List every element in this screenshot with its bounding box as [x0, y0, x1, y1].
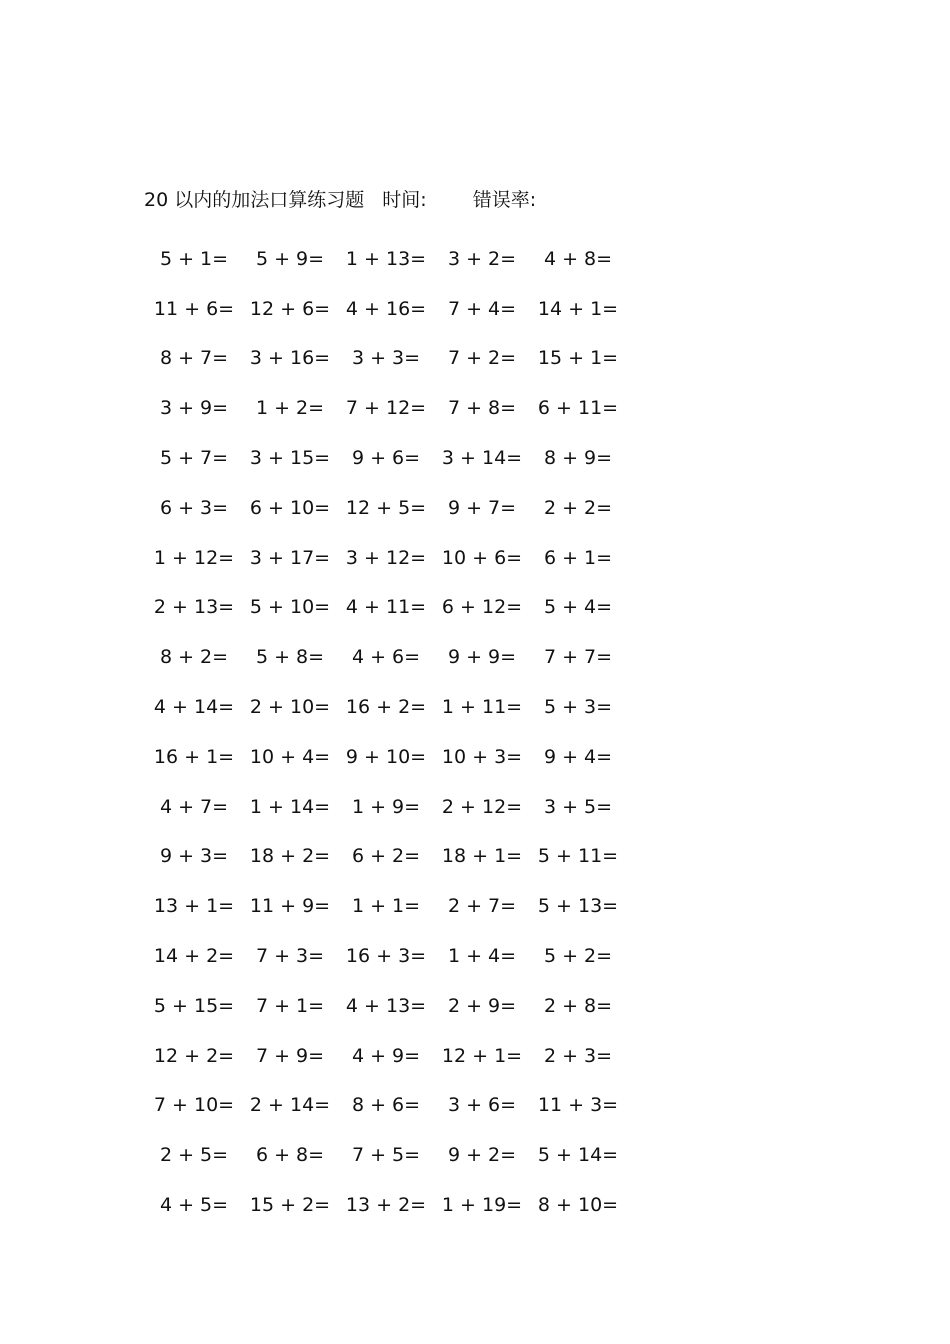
problem-cell: 12 + 2=: [153, 1044, 235, 1067]
problem-cell: 5 + 7=: [159, 447, 229, 470]
problem-cell: 5 + 2=: [543, 945, 613, 968]
problem-cell: 6 + 11=: [537, 397, 619, 420]
problem-cell: 6 + 10=: [249, 496, 331, 519]
problem-cell: 4 + 7=: [159, 795, 229, 818]
problem-cell: 3 + 3=: [351, 347, 421, 370]
problem-cell: 4 + 8=: [543, 247, 613, 270]
problem-cell: 2 + 14=: [249, 1094, 331, 1117]
problem-cell: 2 + 10=: [249, 696, 331, 719]
problem-cell: 14 + 1=: [537, 297, 619, 320]
problem-row: [146, 682, 626, 732]
problem-cell: 7 + 3=: [255, 945, 325, 968]
problem-cell: 2 + 5=: [159, 1144, 229, 1167]
time-label: 时间:: [382, 189, 427, 211]
problem-cell: 9 + 9=: [447, 646, 517, 669]
problem-row: [146, 931, 626, 981]
problem-cell: 4 + 6=: [351, 646, 421, 669]
problem-cell: 16 + 3=: [345, 945, 427, 968]
problem-cell: 18 + 2=: [249, 845, 331, 868]
problem-cell: 2 + 2=: [543, 496, 613, 519]
problem-cell: 6 + 8=: [255, 1144, 325, 1167]
problem-cell: 10 + 4=: [249, 745, 331, 768]
problem-cell: 7 + 1=: [255, 994, 325, 1017]
problem-cell: 1 + 9=: [351, 795, 421, 818]
problem-cell: 4 + 9=: [351, 1044, 421, 1067]
problem-cell: 9 + 2=: [447, 1144, 517, 1167]
problem-cell: 2 + 3=: [543, 1044, 613, 1067]
problem-row: [146, 881, 626, 931]
problem-cell: 9 + 4=: [543, 745, 613, 768]
problem-cell: 8 + 9=: [543, 447, 613, 470]
problem-row: [146, 1081, 626, 1131]
problem-cell: 9 + 10=: [345, 745, 427, 768]
problem-cell: 6 + 1=: [543, 546, 613, 569]
problem-cell: 5 + 11=: [537, 845, 619, 868]
problem-cell: 16 + 1=: [153, 745, 235, 768]
problem-cell: 1 + 12=: [153, 546, 235, 569]
error-rate-label: 错误率:: [472, 189, 537, 211]
problem-cell: 2 + 7=: [447, 895, 517, 918]
problem-cell: 2 + 12=: [441, 795, 523, 818]
problem-cell: 10 + 6=: [441, 546, 523, 569]
problem-row: [146, 832, 626, 882]
problem-row: [146, 583, 626, 633]
problem-cell: 3 + 16=: [249, 347, 331, 370]
problem-cell: 11 + 3=: [537, 1094, 619, 1117]
problem-cell: 5 + 13=: [537, 895, 619, 918]
problem-cell: 5 + 1=: [159, 247, 229, 270]
problem-cell: 1 + 1=: [351, 895, 421, 918]
problem-cell: 16 + 2=: [345, 696, 427, 719]
problem-cell: 11 + 9=: [249, 895, 331, 918]
problem-cell: 3 + 6=: [447, 1094, 517, 1117]
problem-cell: 5 + 8=: [255, 646, 325, 669]
problem-cell: 1 + 19=: [441, 1194, 523, 1217]
problem-row: [146, 234, 626, 284]
problem-cell: 8 + 7=: [159, 347, 229, 370]
problem-cell: 3 + 14=: [441, 447, 523, 470]
problem-cell: 1 + 2=: [255, 397, 325, 420]
problem-cell: 5 + 10=: [249, 596, 331, 619]
problem-row: [146, 433, 626, 483]
problem-cell: 9 + 6=: [351, 447, 421, 470]
problem-row: [146, 782, 626, 832]
problem-cell: 3 + 2=: [447, 247, 517, 270]
problem-cell: 5 + 14=: [537, 1144, 619, 1167]
problem-cell: 5 + 4=: [543, 596, 613, 619]
problem-cell: 8 + 2=: [159, 646, 229, 669]
problem-cell: 7 + 12=: [345, 397, 427, 420]
problem-cell: 6 + 2=: [351, 845, 421, 868]
problem-cell: 9 + 7=: [447, 496, 517, 519]
problem-cell: 7 + 2=: [447, 347, 517, 370]
problem-cell: 4 + 14=: [153, 696, 235, 719]
problem-cell: 12 + 6=: [249, 297, 331, 320]
problem-cell: 13 + 2=: [345, 1194, 427, 1217]
problem-row: [146, 383, 626, 433]
problem-cell: 3 + 9=: [159, 397, 229, 420]
problem-cell: 7 + 5=: [351, 1144, 421, 1167]
problem-row: [146, 1180, 626, 1230]
problem-cell: 5 + 3=: [543, 696, 613, 719]
problem-cell: 10 + 3=: [441, 745, 523, 768]
problem-cell: 2 + 9=: [447, 994, 517, 1017]
problem-cell: 13 + 1=: [153, 895, 235, 918]
problem-cell: 1 + 4=: [447, 945, 517, 968]
problem-cell: 15 + 2=: [249, 1194, 331, 1217]
problem-row: [146, 334, 626, 384]
problem-cell: 1 + 11=: [441, 696, 523, 719]
problem-cell: 5 + 15=: [153, 994, 235, 1017]
problem-cell: 4 + 5=: [159, 1194, 229, 1217]
problem-row: [146, 1031, 626, 1081]
problem-cell: 1 + 14=: [249, 795, 331, 818]
problem-cell: 6 + 3=: [159, 496, 229, 519]
problem-cell: 7 + 4=: [447, 297, 517, 320]
problem-cell: 12 + 5=: [345, 496, 427, 519]
problem-cell: 14 + 2=: [153, 945, 235, 968]
problem-cell: 4 + 16=: [345, 297, 427, 320]
problem-row: [146, 483, 626, 533]
problem-row: [146, 732, 626, 782]
problem-cell: 7 + 8=: [447, 397, 517, 420]
problem-cell: 9 + 3=: [159, 845, 229, 868]
worksheet-header: [144, 186, 536, 214]
problem-cell: 4 + 13=: [345, 994, 427, 1017]
problem-cell: 15 + 1=: [537, 347, 619, 370]
problem-row: [146, 1130, 626, 1180]
problem-row: [146, 632, 626, 682]
problem-grid: [146, 234, 626, 1230]
problem-cell: 4 + 11=: [345, 596, 427, 619]
problem-cell: 7 + 7=: [543, 646, 613, 669]
problem-cell: 5 + 9=: [255, 247, 325, 270]
problem-row: [146, 533, 626, 583]
problem-cell: 3 + 15=: [249, 447, 331, 470]
problem-cell: 11 + 6=: [153, 297, 235, 320]
problem-cell: 6 + 12=: [441, 596, 523, 619]
problem-cell: 2 + 13=: [153, 596, 235, 619]
problem-cell: 8 + 10=: [537, 1194, 619, 1217]
worksheet-title: 20 以内的加法口算练习题: [144, 189, 365, 211]
problem-cell: 3 + 12=: [345, 546, 427, 569]
problem-cell: 8 + 6=: [351, 1094, 421, 1117]
problem-cell: 12 + 1=: [441, 1044, 523, 1067]
problem-cell: 7 + 9=: [255, 1044, 325, 1067]
problem-cell: 1 + 13=: [345, 247, 427, 270]
problem-cell: 18 + 1=: [441, 845, 523, 868]
problem-cell: 3 + 17=: [249, 546, 331, 569]
problem-cell: 7 + 10=: [153, 1094, 235, 1117]
problem-cell: 3 + 5=: [543, 795, 613, 818]
problem-cell: 2 + 8=: [543, 994, 613, 1017]
problem-row: [146, 284, 626, 334]
problem-row: [146, 981, 626, 1031]
